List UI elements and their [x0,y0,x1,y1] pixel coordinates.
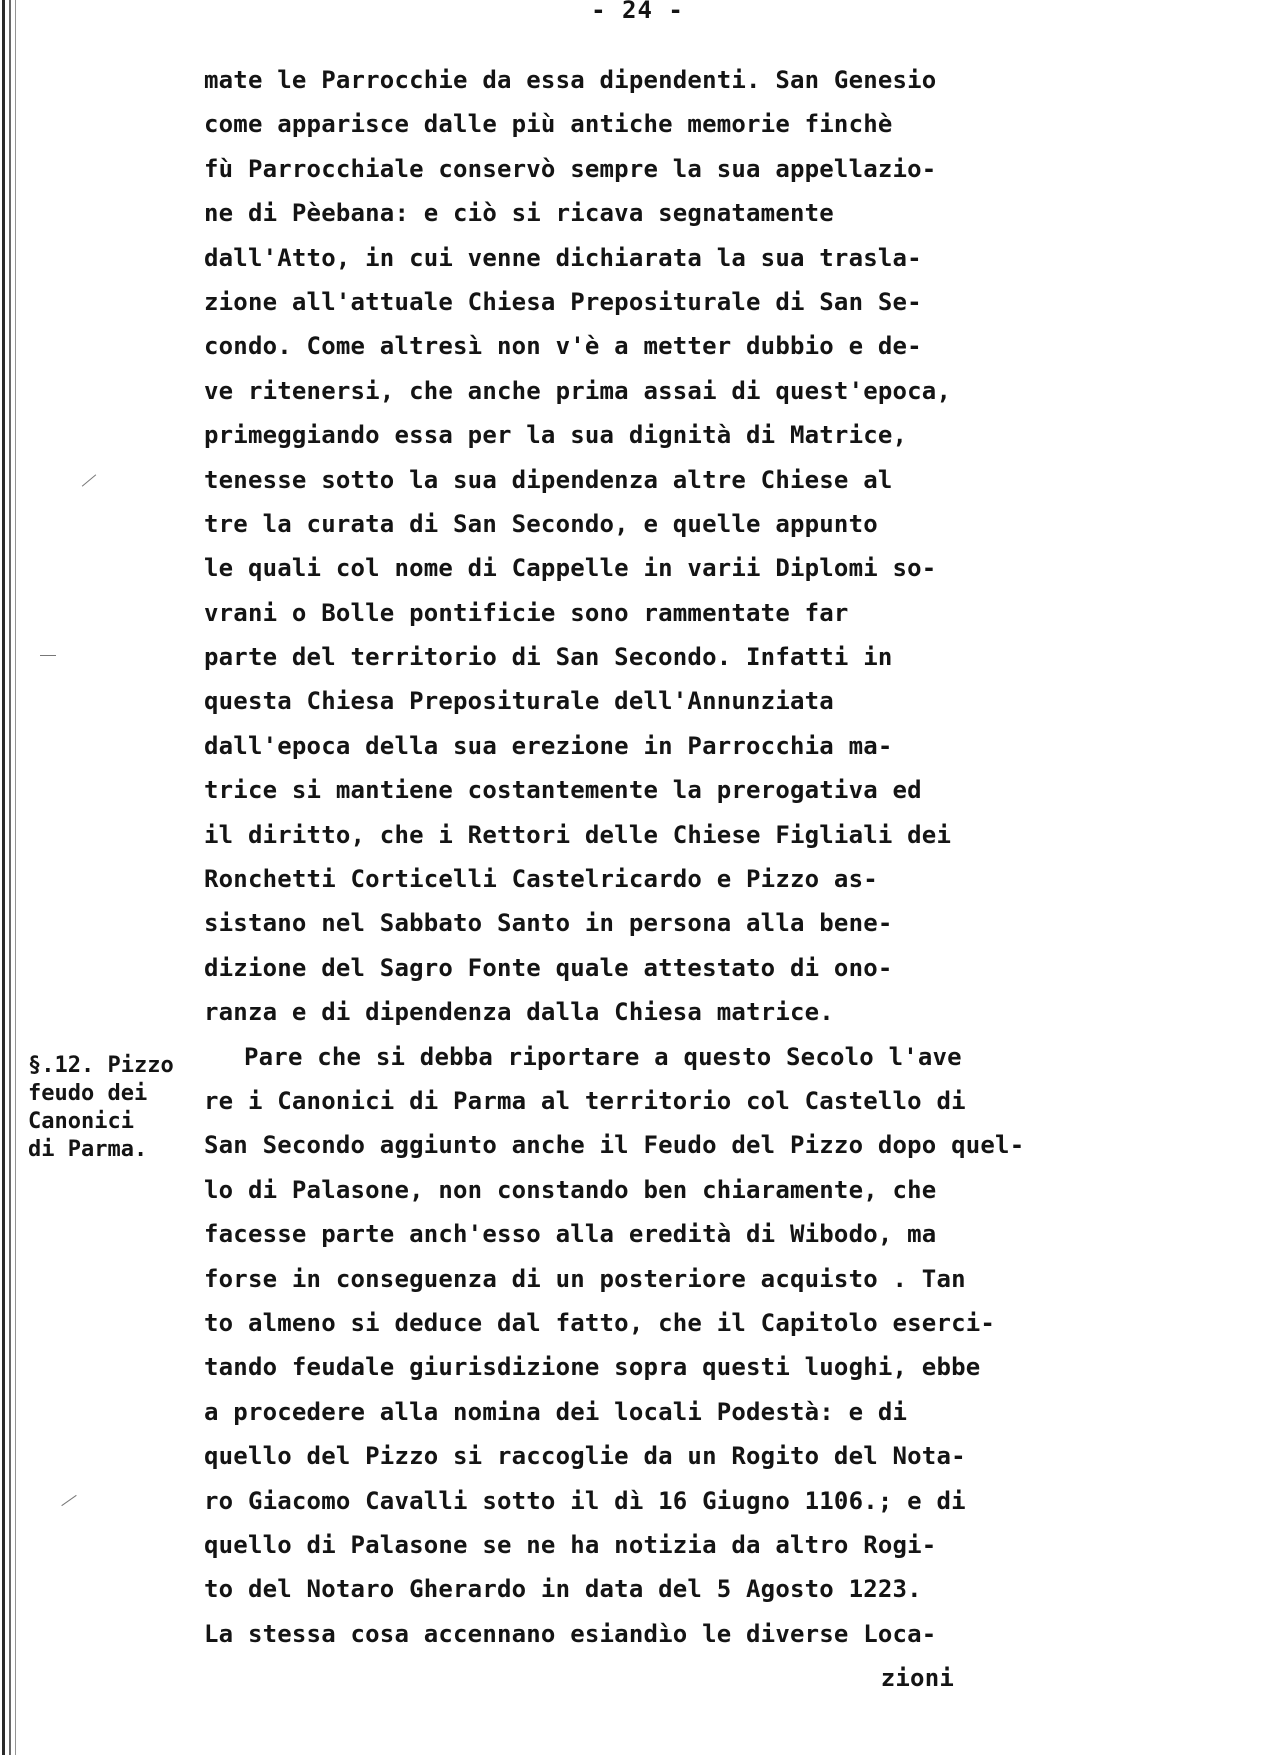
text-line: tre la curata di San Secondo, e quelle appunto [204,509,878,538]
text-line: ve ritenersi, che anche prima assai di quest'epoca, [204,376,952,405]
text-line: questa Chiesa Prepositurale dell'Annunziata [204,687,834,716]
page-number: - 24 - [591,0,684,24]
binding-edge [2,0,5,1755]
scan-mark [40,655,56,656]
text-line: zione all'attuale Chiesa Prepositurale di San Se- [204,287,922,316]
text-line: vrani o Bolle pontificie sono rammentate far [204,598,849,627]
text-line: quello del Pizzo si raccoglie da un Rogito del Nota- [204,1442,966,1471]
text-line: condo. Come altresì non v'è a metter dubbio e de- [204,332,922,361]
text-line: dall'Atto, in cui venne dichiarata la sua trasla- [204,243,922,272]
text-line: le quali col nome di Cappelle in varii Diplomi so- [204,554,937,583]
text-line: ne di Pèebana: e ciò si ricava segnatamente [204,199,834,228]
text-line: San Secondo aggiunto anche il Feudo del Pizzo dopo quel- [204,1131,1025,1160]
scan-mark [61,1495,76,1506]
margin-note [28,1052,198,1164]
text-line: mate le Parrocchie da essa dipendenti. San Genesio [204,66,937,94]
text-line: quello di Palasone se ne ha notizia da altro Rogi- [204,1530,937,1559]
text-line: facesse parte anch'esso alla eredità di Wibodo, ma [204,1220,937,1249]
text-line: tando feudale giurisdizione sopra questi luoghi, ebbe [204,1353,981,1382]
text-line: fù Parrocchiale conservò sempre la sua appellazio- [204,154,937,183]
text-line: il diritto, che i Rettori delle Chiese Figliali dei [204,820,952,849]
text-line: to del Notaro Gherardo in data del 5 Agosto 1223. [204,1575,922,1604]
margin-note-line: di Parma. [28,1137,148,1162]
body-text [204,58,1244,1700]
text-line: ranza e di dipendenza dalla Chiesa matrice. [204,998,834,1027]
text-line: come apparisce dalle più antiche memorie finchè [204,110,893,139]
text-line: ro Giacomo Cavalli sotto il dì 16 Giugno 1106.; e di [204,1486,966,1515]
text-line: parte del territorio di San Secondo. Infatti in [204,643,893,672]
text-line: dizione del Sagro Fonte quale attestato di ono- [204,953,893,982]
binding-edge [9,0,11,1755]
text-line: tenesse sotto la sua dipendenza altre Chiese al [204,465,893,494]
text-line: primeggiando essa per la sua dignità di Matrice, [204,421,908,450]
binding-edge [15,0,16,1755]
text-line: sistano nel Sabbato Santo in persona alla bene- [204,909,893,938]
text-line: La stessa cosa accennano esiandìo le diverse Loca- [204,1619,937,1648]
margin-note-line: §.12. Pizzo [28,1053,174,1078]
text-line: Ronchetti Corticelli Castelricardo e Pizzo as- [204,865,878,894]
text-line: a procedere alla nomina dei locali Podestà: e di [204,1397,908,1426]
text-line: Pare che si debba riportare a questo Secolo l'ave [244,1042,962,1071]
text-line: zioni [880,1664,954,1693]
text-line: trice si mantiene costantemente la prerogativa ed [204,776,922,805]
margin-note-line: feudo dei [28,1081,148,1106]
text-line: lo di Palasone, non constando ben chiaramente, che [204,1175,937,1204]
text-line: forse in conseguenza di un posteriore acquisto . Tan [204,1264,966,1293]
scan-mark [82,474,96,486]
text-line: to almeno si deduce dal fatto, che il Capitolo eserci- [204,1308,996,1337]
margin-note-line: Canonici [28,1109,134,1134]
text-line: re i Canonici di Parma al territorio col Castello di [204,1086,966,1115]
text-line: dall'epoca della sua erezione in Parrocchia ma- [204,731,893,760]
